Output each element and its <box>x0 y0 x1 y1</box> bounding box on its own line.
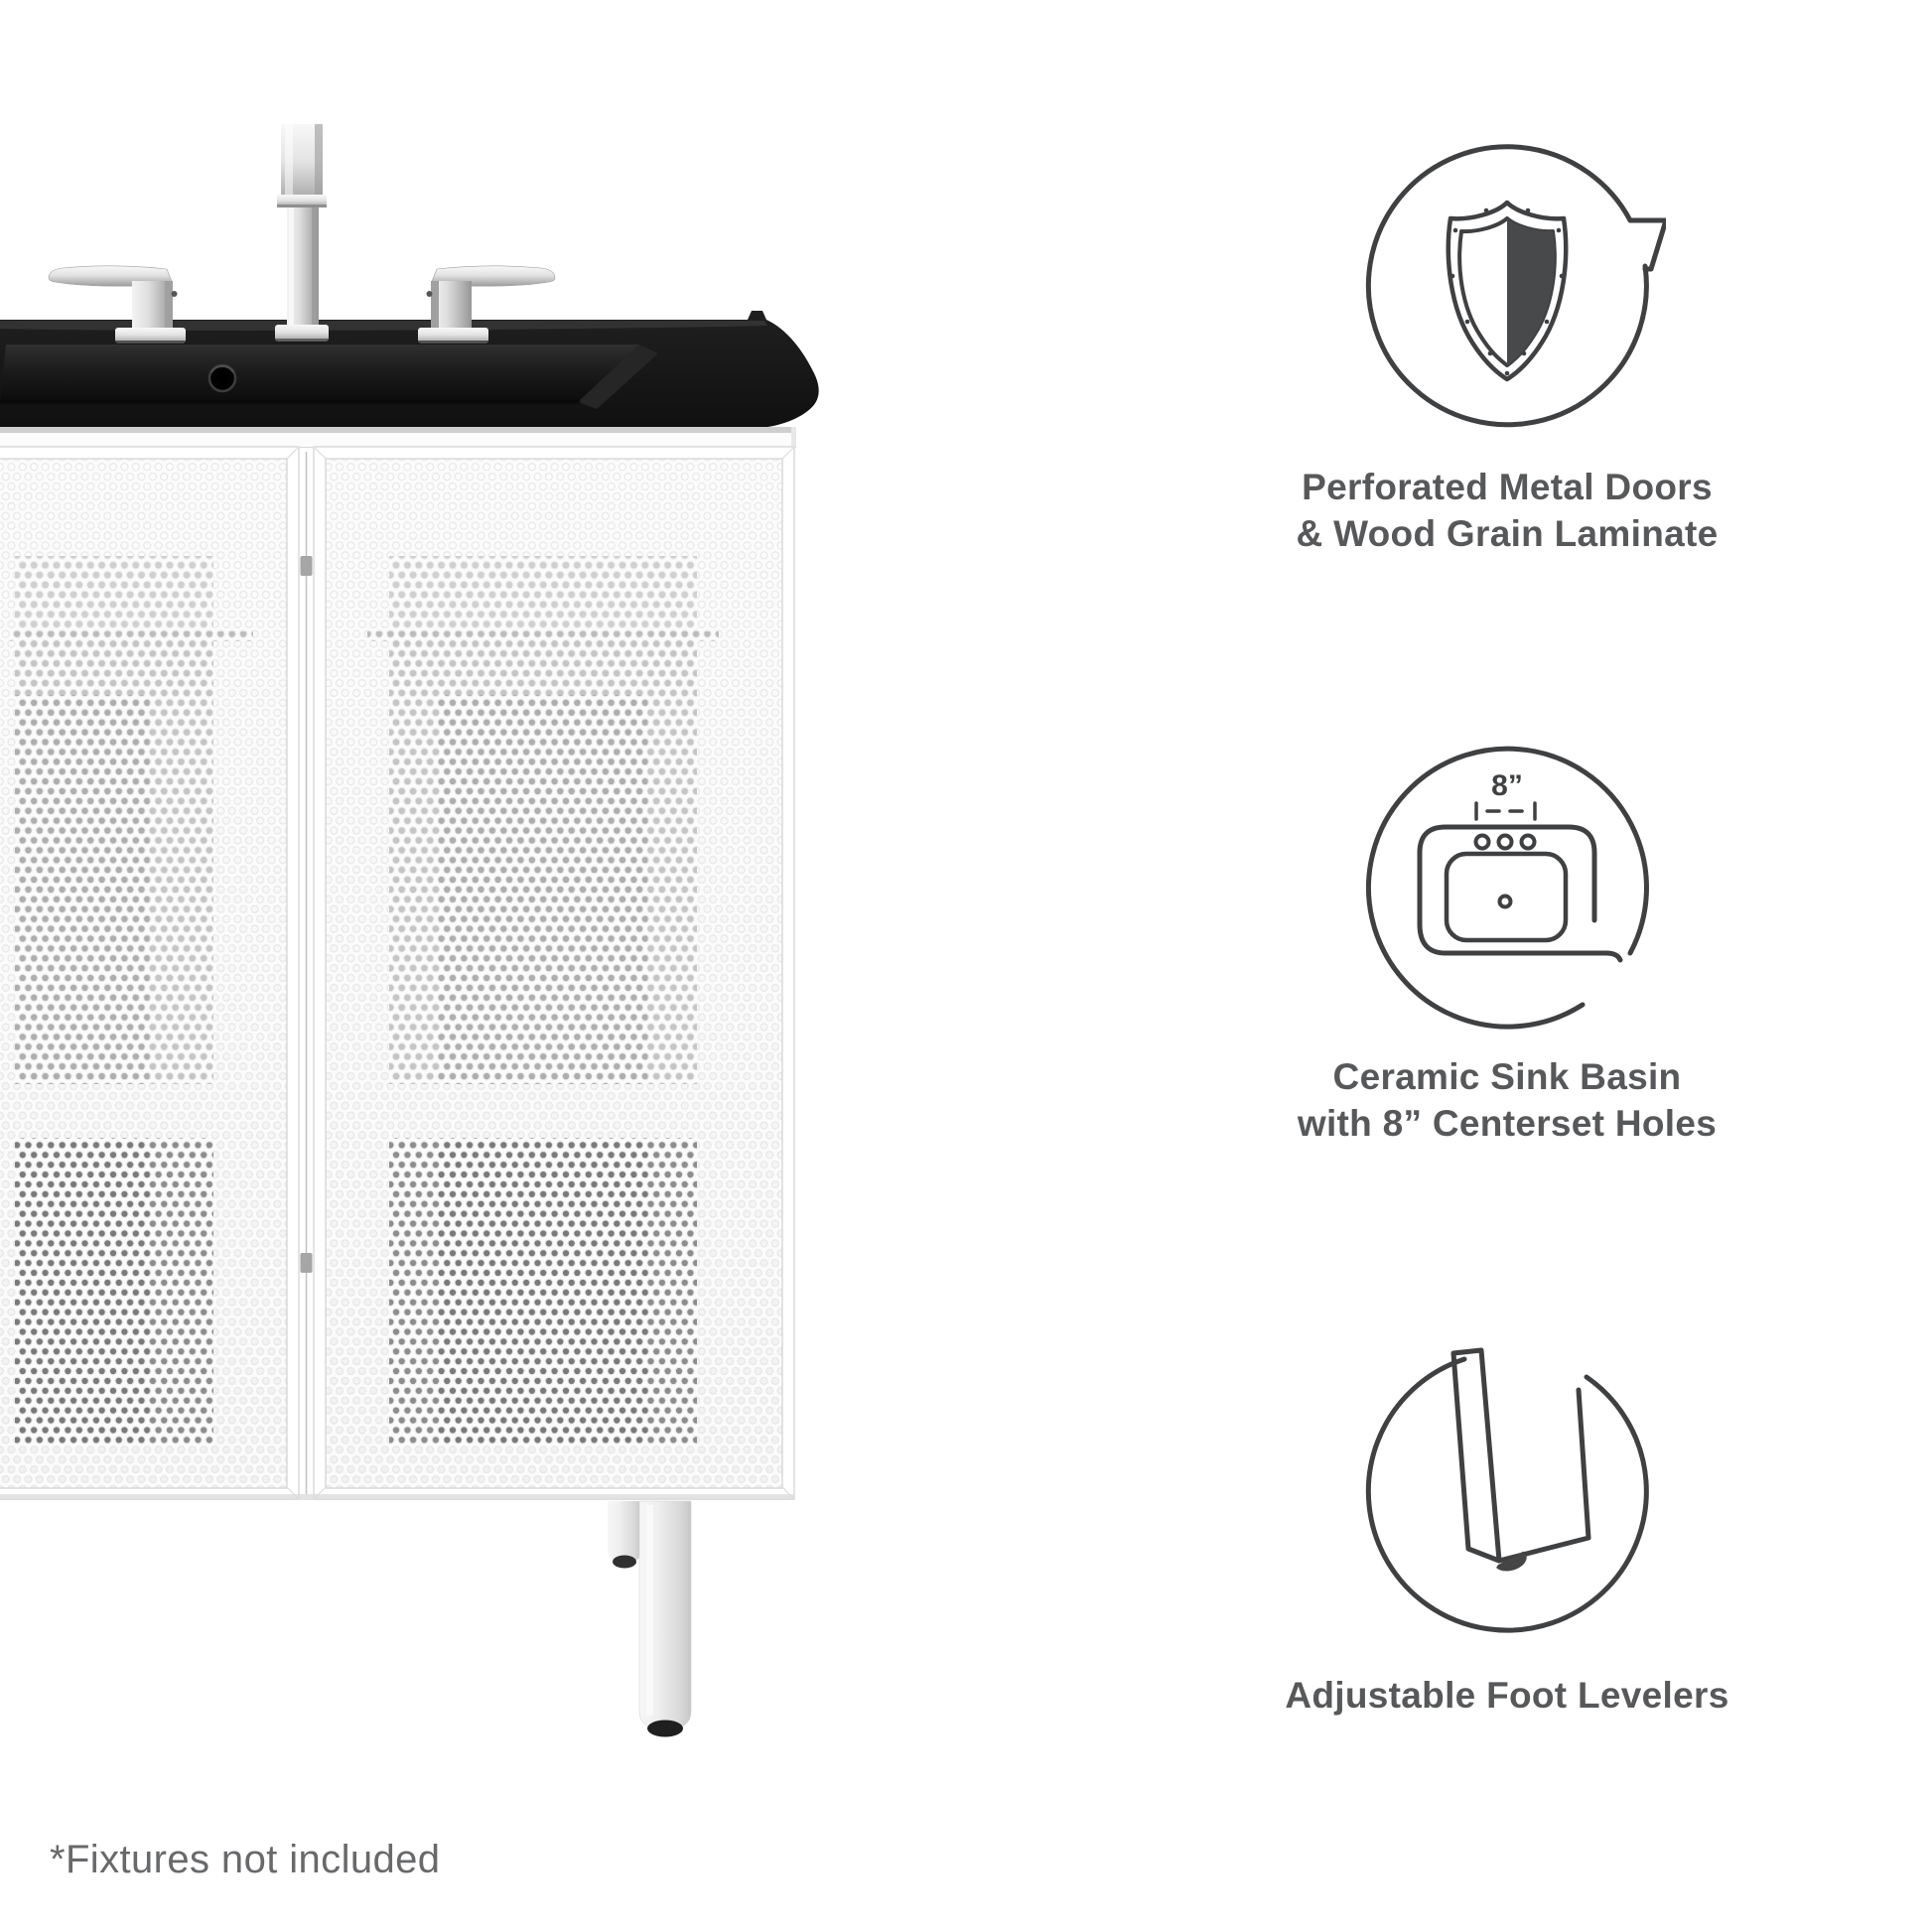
adjustable-foot-leveler-icon <box>1348 1332 1666 1650</box>
cabinet-top-rail <box>0 427 796 448</box>
caption-line: Perforated Metal Doors <box>1302 467 1713 507</box>
door-hinge <box>301 1253 313 1273</box>
perforated-door-left <box>0 447 299 1499</box>
caption-line: with 8” Centerset Holes <box>1297 1103 1718 1144</box>
foot-leveler-leg-front <box>639 1501 691 1737</box>
shield-half-shaded-icon <box>1348 127 1666 445</box>
feature-caption-ceramic-sink <box>1249 1053 1765 1147</box>
dimension-label: 8” <box>1491 769 1523 802</box>
fixtures-footnote: *Fixtures not included <box>50 1838 441 1881</box>
sink-bowl-recess <box>0 345 639 402</box>
door-center-gap <box>301 452 313 1494</box>
caption-line: Ceramic Sink Basin <box>1332 1056 1682 1097</box>
dimension-line-8in <box>1476 803 1535 819</box>
caption-line: & Wood Grain Laminate <box>1296 513 1719 554</box>
vanity-product-photo <box>0 0 834 1777</box>
caption-line: Adjustable Foot Levelers <box>1285 1675 1729 1716</box>
feature-caption-foot-levelers <box>1249 1672 1765 1719</box>
drain-hole <box>209 365 235 391</box>
door-hinge <box>301 556 313 576</box>
feature-caption-perforated-doors <box>1249 464 1765 557</box>
foot-leveler-leg-rear <box>608 1501 641 1569</box>
faucet-spout <box>275 124 329 343</box>
perforated-door-right <box>314 447 794 1499</box>
sink-basin-centerset-icon <box>1348 730 1666 1047</box>
